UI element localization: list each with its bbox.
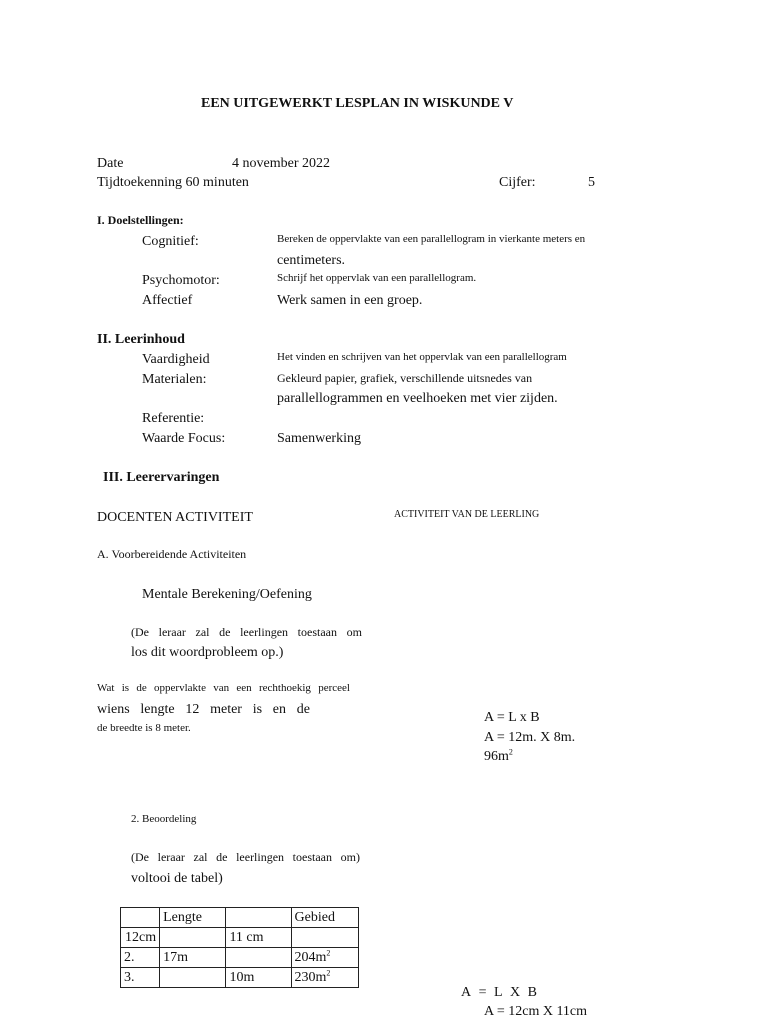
word: om [346, 625, 362, 639]
word: B [527, 985, 537, 1000]
assessment-heading: 2. Beoordeling [131, 813, 197, 825]
preparatory-activities-heading: A. Voorbereidende Activiteiten [97, 547, 247, 561]
superscript: 2 [508, 747, 513, 757]
table-cell: 17m [160, 948, 226, 968]
table-row [121, 948, 359, 968]
section-content-heading: II. Leerinhoud [97, 332, 185, 347]
table-cell [160, 928, 226, 948]
table-header-cell [121, 908, 160, 928]
value-focus-value: Samenwerking [277, 431, 361, 446]
word: de [136, 682, 147, 694]
table-header-cell: Lengte [160, 908, 226, 928]
teacher-activity-heading: DOCENTEN ACTIVITEIT [97, 510, 253, 525]
materials-value-line2: parallellogrammen en veelhoeken met vier zijden. [277, 391, 558, 406]
word: (De [131, 625, 149, 639]
instruction2-line2: voltooi de tabel) [131, 871, 223, 886]
answer2-line2: A = 12cm X 11cm [484, 1004, 588, 1019]
word: de [219, 625, 231, 639]
skill-label: Vaardigheid [142, 352, 210, 367]
word: is [121, 682, 130, 694]
instruction2-line1 [131, 850, 360, 865]
table-cell [291, 948, 358, 968]
value-focus-label: Waarde Focus: [142, 431, 226, 446]
time-allocation: Tijdtoekenning 60 minuten [97, 175, 249, 190]
word: X [510, 985, 521, 1000]
word: (De [131, 850, 149, 864]
skill-value: Het vinden en schrijven van het oppervlak van een parallellogram [277, 351, 567, 363]
cognitive-value-line2: centimeters. [277, 253, 346, 268]
reference-label: Referentie: [142, 411, 205, 426]
table-cell [226, 948, 291, 968]
word: is [252, 702, 263, 717]
table-cell [160, 968, 226, 988]
word: van [213, 682, 230, 694]
psychomotor-label: Psychomotor: [142, 273, 220, 288]
word: 12 [185, 702, 200, 717]
table-cell: 10m [226, 968, 291, 988]
area-table [120, 907, 359, 988]
table-row [121, 928, 359, 948]
word: een [236, 682, 252, 694]
word: leerlingen [240, 625, 289, 639]
materials-label: Materialen: [142, 372, 207, 387]
table-header-cell [226, 908, 291, 928]
table-cell: 12cm [121, 928, 160, 948]
word: toestaan [297, 625, 337, 639]
word: de [216, 850, 228, 864]
answer1-line1: A = L x B [484, 710, 540, 725]
word: meter [210, 702, 242, 717]
cognitive-value-line1: Bereken de oppervlakte van een parallellogram in vierkante meters en [277, 233, 586, 245]
cell-value: 230m [294, 969, 327, 985]
table-cell: 2. [121, 948, 160, 968]
word: L [494, 985, 503, 1000]
table-cell: 3. [121, 968, 160, 988]
word: leraar [158, 625, 186, 639]
word: rechthoekig [258, 682, 311, 694]
word: perceel [318, 682, 350, 694]
page-title: EEN UITGEWERKT LESPLAN IN WISKUNDE V [201, 96, 514, 111]
section-objectives-heading: I. Doelstellingen: [97, 213, 184, 227]
table-cell: 11 cm [226, 928, 291, 948]
table-row [121, 968, 359, 988]
superscript: 2 [326, 967, 331, 977]
word: wiens [97, 702, 130, 717]
word: leraar [157, 850, 185, 864]
instruction1-line1 [131, 625, 362, 640]
mental-calculation-heading: Mentale Berekening/Oefening [142, 587, 312, 602]
section-experiences-heading: III. Leerervaringen [103, 470, 220, 485]
problem-line3: de breedte is 8 meter. [97, 722, 191, 734]
table-cell [291, 968, 358, 988]
word: leerlingen [236, 850, 285, 864]
instruction1-line2: los dit woordprobleem op.) [131, 645, 284, 660]
answer1-value: 96m [484, 749, 509, 764]
table-header-cell: Gebied [291, 908, 358, 928]
superscript: 2 [326, 947, 331, 957]
cell-value: 204m [294, 949, 327, 965]
word: de [296, 702, 310, 717]
word: toestaan [292, 850, 332, 864]
table-cell [291, 928, 358, 948]
problem-line2 [97, 702, 310, 718]
word: oppervlakte [154, 682, 206, 694]
word: Wat [97, 682, 115, 694]
psychomotor-value: Schrijf het oppervlak van een parallellogram. [277, 272, 477, 284]
grade-value: 5 [588, 175, 595, 190]
materials-value-line1: Gekleurd papier, grafiek, verschillende uitsnedes van [277, 371, 533, 385]
word: om) [340, 850, 360, 864]
affective-value: Werk samen in een groep. [277, 293, 423, 308]
table-header-row [121, 908, 359, 928]
word: en [272, 702, 286, 717]
word: zal [193, 850, 208, 864]
answer1-line3 [484, 749, 513, 765]
word: zal [195, 625, 210, 639]
word: A [461, 985, 472, 1000]
date-value: 4 november 2022 [232, 156, 330, 171]
answer1-line2: A = 12m. X 8m. [484, 730, 576, 745]
grade-label: Cijfer: [499, 175, 536, 190]
answer2-line1 [461, 985, 537, 1001]
word: = [478, 985, 487, 1000]
cognitive-label: Cognitief: [142, 234, 199, 249]
date-label: Date [97, 156, 124, 171]
word: lengte [140, 702, 175, 717]
student-activity-heading: ACTIVITEIT VAN DE LEERLING [394, 509, 540, 520]
affective-label: Affectief [142, 293, 193, 308]
problem-line1 [97, 682, 350, 694]
